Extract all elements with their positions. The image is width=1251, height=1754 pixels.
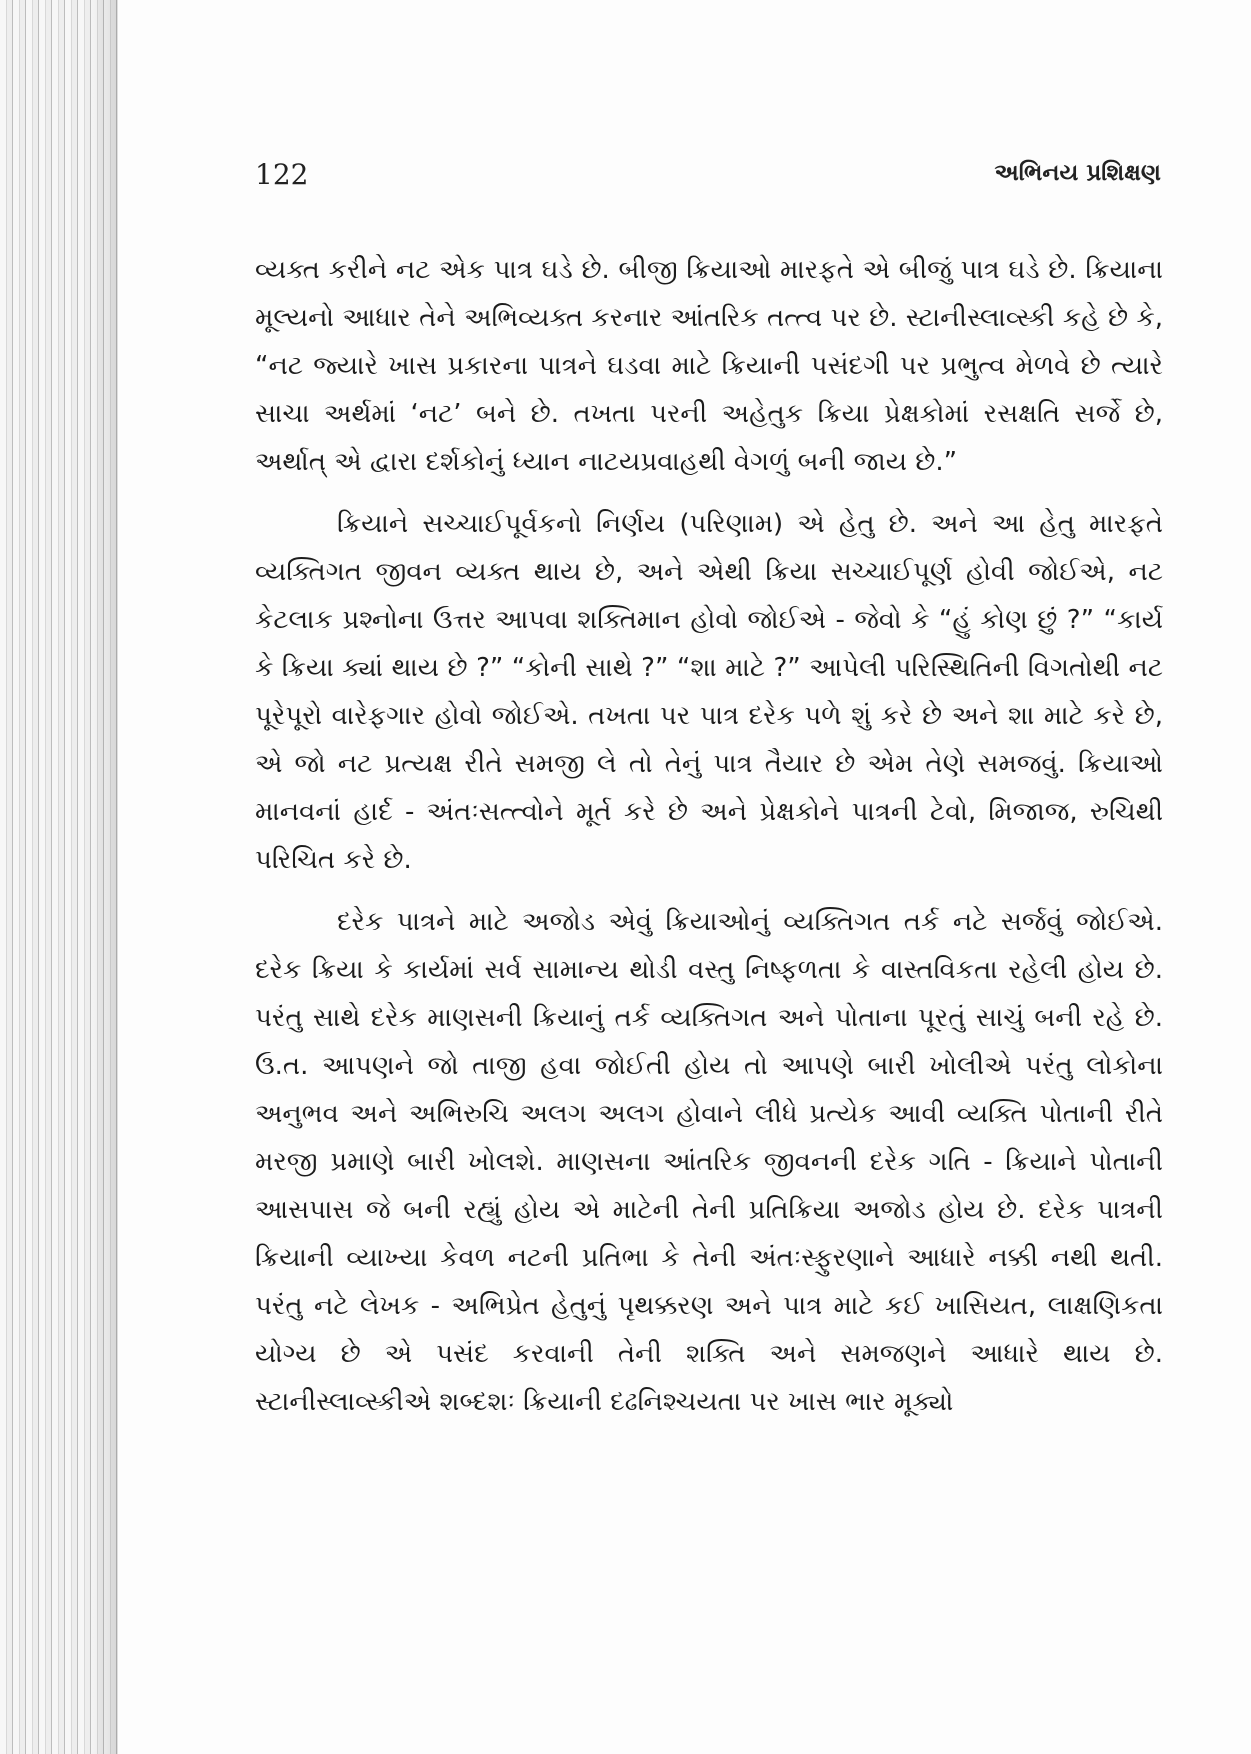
paragraph: ક્રિયાને સચ્ચાઈપૂર્વકનો નિર્ણય (પરિણામ) એ હેતુ છે. અને આ હેતુ મારફતે વ્યક્તિગત જીવન વ્યક્ત થાય છે, અને એથી ક્રિયા સચ્ચાઈપૂર્ણ હોવી જોઈએ, નટ કેટલાક પ્રશ્નોના ઉત્તર આપવા શક્તિમાન હોવો જોઈએ - જેવો કે “હું કોણ છું ?” “કાર્ય કે ક્રિયા ક્યાં થાય છે ?” “કોની સાથે ?” “શા માટે ?” આપેલી પરિસ્થિતિની વિગતોથી નટ પૂરેપૂરો વારેફગાર હોવો જોઈએ. તખતા પર પાત્ર દરેક પળે શું કરે છે અને શા માટે કરે છે, એ જો નટ પ્રત્યક્ષ રીતે સમજી લે તો તેનું પાત્ર તૈયાર છે એમ તેણે સમજવું. ક્રિયાઓ માનવનાં હાર્દ - અંતઃસત્ત્વોને મૂર્ત કરે છે અને પ્રેક્ષકોને પાત્રની ટેવો, મિજાજ, રુચિથી પરિચિત કરે છે. xyxy=(255,509,1163,875)
running-title: અભિનય પ્રશિક્ષણ xyxy=(994,160,1161,186)
page-body xyxy=(255,246,1163,1440)
paragraph: દરેક પાત્રને માટે અજોડ એવું ક્રિયાઓનું વ્યક્તિગત તર્ક નટે સર્જવું જોઈએ. દરેક ક્રિયા કે કાર્યમાં સર્વ સામાન્ય થોડી વસ્તુ નિષ્ફળતા કે વાસ્તવિકતા રહેલી હોય છે. પરંતુ સાથે દરેક માણસની ક્રિયાનું તર્ક વ્યક્તિગત અને પોતાના પૂરતું સાચું બની રહે છે. ઉ.ત. આપણને જો તાજી હવા જોઈતી હોય તો આપણે બારી ખોલીએ પરંતુ લોકોના અનુભવ અને અભિરુચિ અલગ અલગ હોવાને લીધે પ્રત્યેક આવી વ્યક્તિ પોતાની રીતે મરજી પ્રમાણે બારી ખોલશે. માણસના આંતરિક જીવનની દરેક ગતિ - ક્રિયાને પોતાની આસપાસ જે બની રહ્યું હોય એ માટેની તેની પ્રતિક્રિયા અજોડ હોય છે. દરેક પાત્રની ક્રિયાની વ્યાખ્યા કેવળ નટની પ્રતિભા કે તેની અંતઃસ્ફુરણાને આધારે નક્કી નથી થતી. પરંતુ નટે લેખક - અભિપ્રેત હેતુનું પૃથક્કરણ અને પાત્ર માટે કઈ ખાસિયત, લાક્ષણિકતા યોગ્ય છે એ પસંદ કરવાની તેની શક્તિ અને સમજણને આધારે થાય છે. સ્ટાનીસ્લાવ્સ્કીએ શબ્દશઃ ક્રિયાની દઢનિશ્ચયતા પર ખાસ ભાર મૂક્યો xyxy=(255,907,1163,1417)
paragraph-continued: વ્યક્ત કરીને નટ એક પાત્ર ઘડે છે. બીજી ક્રિયાઓ મારફતે એ બીજું પાત્ર ઘડે છે. ક્રિયાના મૂલ્યનો આધાર તેને અભિવ્યક્ત કરનાર આંતરિક તત્ત્વ પર છે. સ્ટાનીસ્લાવ્સ્કી કહે છે કે, “નટ જ્યારે ખાસ પ્રકારના પાત્રને ઘડવા માટે ક્રિયાની પસંદગી પર પ્રભુત્વ મેળવે છે ત્યારે સાચા અર્થમાં ‘નટ’ બને છે. તખતા પરની અહેતુક ક્રિયા પ્રેક્ષકોમાં રસક્ષતિ સર્જે છે, અર્થાત્ એ દ્વારા દર્શકોનું ધ્યાન નાટયપ્રવાહથી વેગળું બની જાય છે.” xyxy=(255,255,1163,477)
book-page-edges xyxy=(0,0,118,1754)
page-header xyxy=(255,158,1161,198)
page-number: 122 xyxy=(255,158,309,191)
